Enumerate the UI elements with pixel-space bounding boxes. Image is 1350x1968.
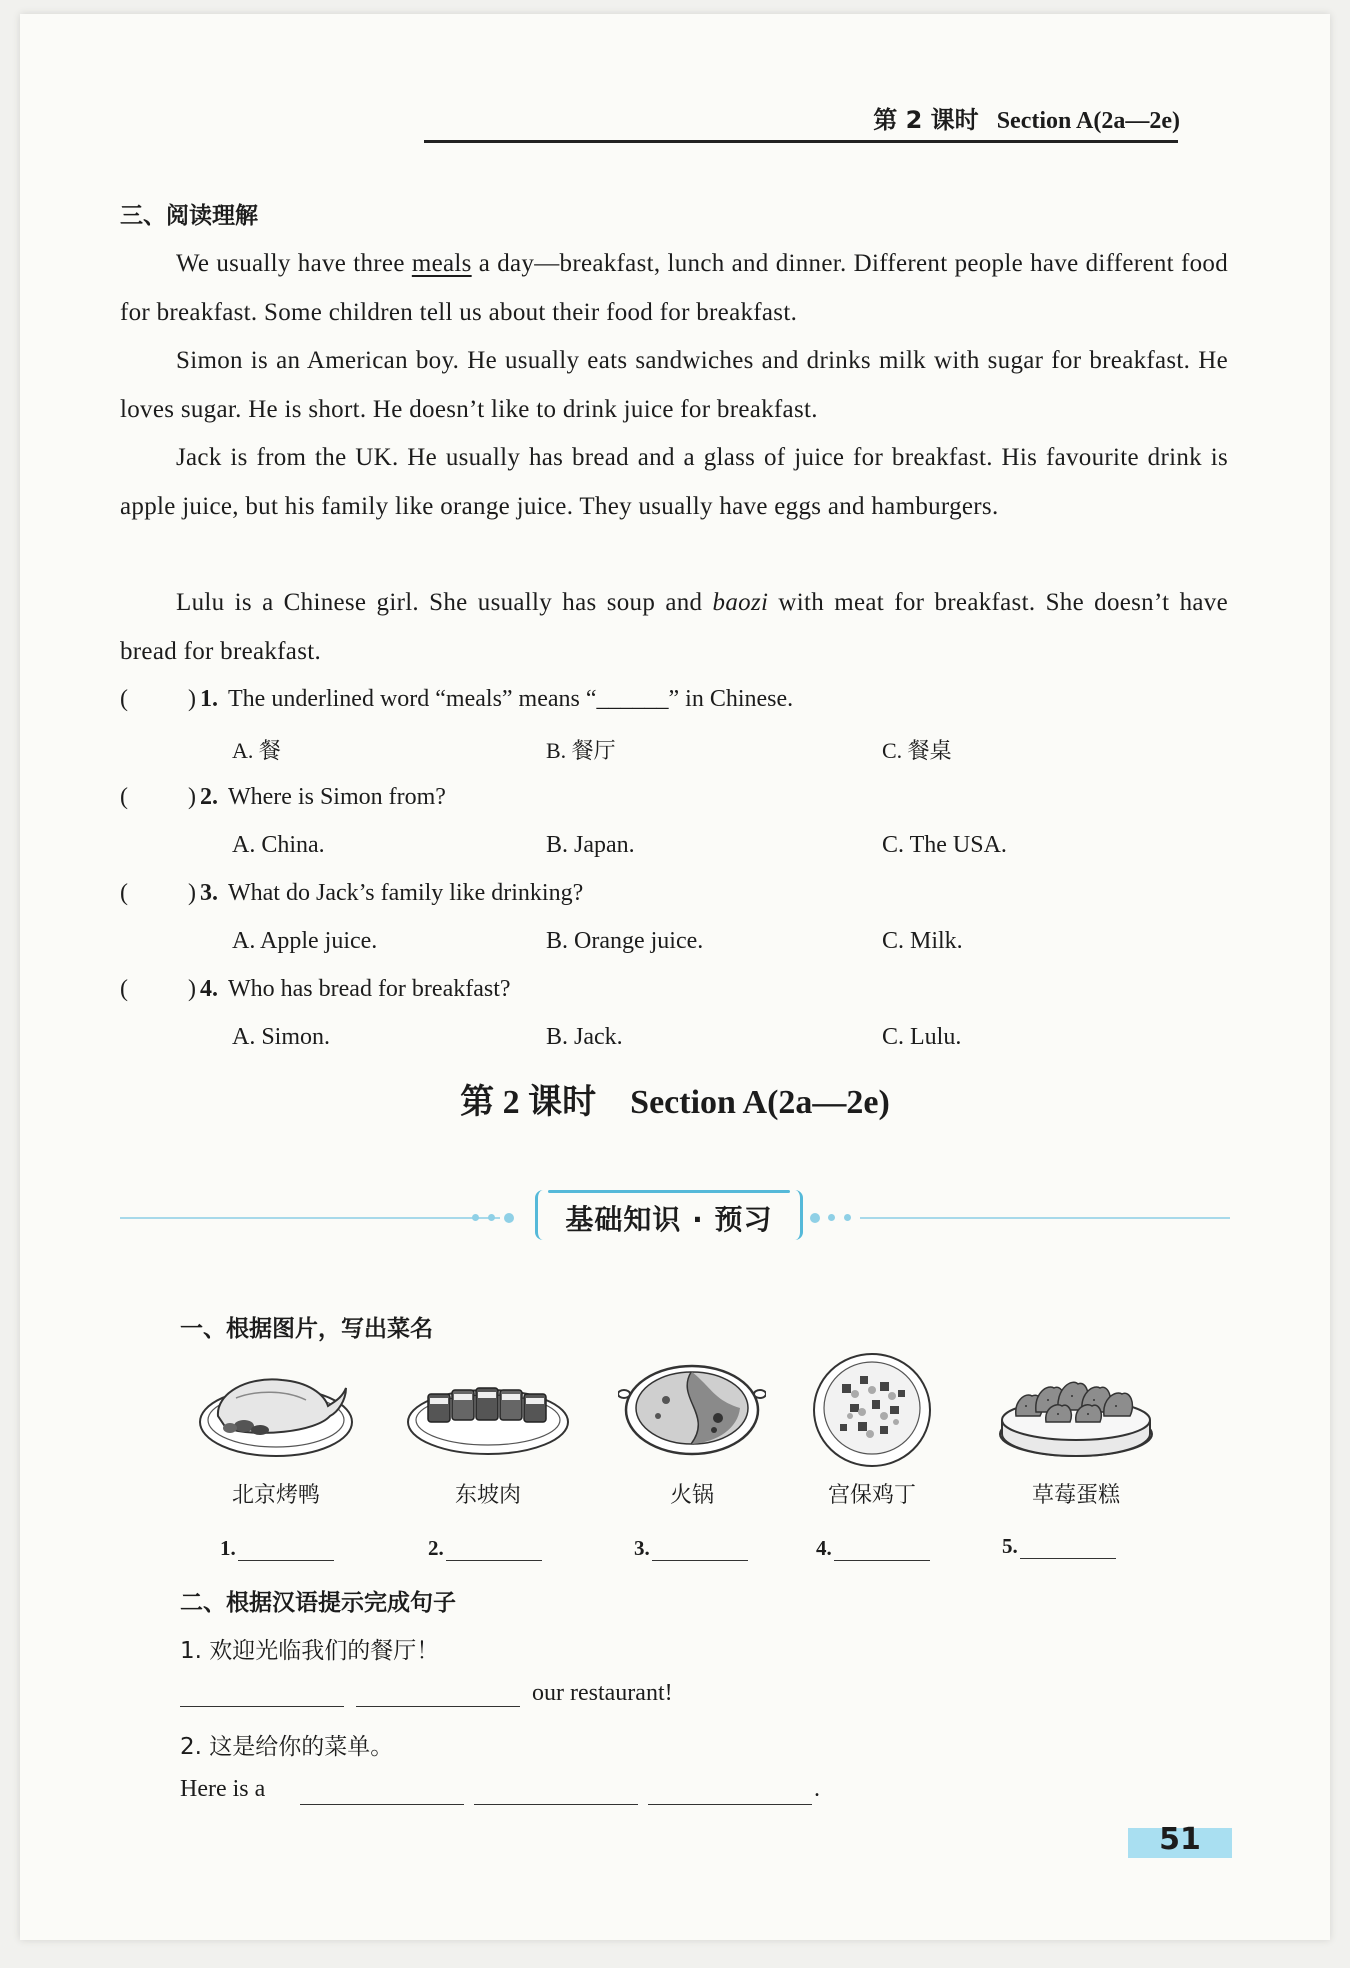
- food-label-strawberry-cake: 草莓蛋糕: [1031, 1483, 1120, 1508]
- q4-option-a: A. Simon.: [232, 1024, 331, 1050]
- q1-option-b: B. 餐厅: [546, 738, 616, 763]
- question-number: 3.: [200, 880, 218, 906]
- question-number: 4.: [200, 976, 218, 1002]
- p4-text-b: with meat for breakfast. She doesn’t have bread for breakfast.: [120, 589, 1228, 665]
- p4-text-a: Lulu is a Chinese girl. She usually has soup and: [176, 589, 713, 616]
- food-label-kung-pao-chicken: 宫保鸡丁: [827, 1483, 916, 1508]
- q3-option-c: C. Milk.: [882, 928, 963, 954]
- question-number: 2.: [200, 784, 218, 810]
- q4-option-c: C. Lulu.: [882, 1024, 962, 1050]
- reading-paragraph-4: [120, 579, 1228, 676]
- strawberry-cake-icon: [996, 1356, 1156, 1462]
- p1-text-b: a day—breakfast, lunch and dinner. Different people have different food for breakfast. Some children tell us about their food for breakfast.: [120, 250, 1228, 326]
- header-section: Section A(2a—2e): [996, 108, 1180, 134]
- reading-paragraph-1: [120, 240, 1228, 337]
- q1-option-c: C. 餐桌: [882, 738, 952, 763]
- sentence-1-blank-1[interactable]: [180, 1706, 344, 1707]
- answer-blank-4[interactable]: [834, 1560, 930, 1561]
- banner-box: [535, 1190, 803, 1240]
- hotpot-icon: [618, 1348, 766, 1468]
- blank-number: 2.: [428, 1536, 444, 1560]
- header-lesson: 第 2 课时: [873, 106, 979, 134]
- banner-rule-left: [120, 1217, 500, 1219]
- part2-title: 二、根据汉语提示完成句子: [180, 1590, 456, 1616]
- banner-dot: [472, 1214, 479, 1221]
- reading-title: 三、阅读理解: [120, 203, 258, 229]
- q3-option-a: A. Apple juice.: [232, 928, 378, 954]
- q2-option-b: B. Japan.: [546, 832, 635, 858]
- answer-blank-3[interactable]: [652, 1560, 748, 1561]
- sentence-2-blank-3[interactable]: [648, 1804, 812, 1805]
- sentence-2-blank-1[interactable]: [300, 1804, 464, 1805]
- food-label-roast-duck: 北京烤鸭: [231, 1483, 320, 1508]
- reading-paragraph-2: Simon is an American boy. He usually eats sandwiches and drinks milk with sugar for breakfast. He loves sugar. He is short. He doesn’t like to drink juice for breakfast.: [120, 347, 1228, 423]
- part1-title: 一、根据图片，写出菜名: [180, 1316, 433, 1342]
- sentence-1-blank-2[interactable]: [356, 1706, 520, 1707]
- underlined-word-meals: meals: [411, 250, 472, 277]
- food-label-hotpot: 火锅: [669, 1483, 714, 1508]
- p4-italic-baozi: baozi: [712, 589, 769, 616]
- q3-option-b: B. Orange juice.: [546, 928, 704, 954]
- lesson-title: 第 2 课时 Section A(2a—2e): [460, 1084, 890, 1121]
- q1-option-a: A. 餐: [232, 738, 281, 763]
- blank-number: 1.: [220, 1536, 236, 1560]
- banner-dot: [488, 1214, 495, 1221]
- banner-title: 基础知识 · 预习: [565, 1203, 773, 1236]
- sentence-2-period: .: [814, 1776, 820, 1802]
- answer-blank-1[interactable]: [238, 1560, 334, 1561]
- answer-blank-5[interactable]: [1020, 1558, 1116, 1559]
- question-text: Who has bread for breakfast?: [228, 976, 511, 1002]
- header-rule: [424, 140, 1178, 143]
- sentence-2-blank-2[interactable]: [474, 1804, 638, 1805]
- roast-duck-icon: [196, 1354, 356, 1464]
- banner-dot: [844, 1214, 851, 1221]
- banner-dot: [828, 1214, 835, 1221]
- question-text: What do Jack’s family like drinking?: [228, 880, 584, 906]
- banner-rule-right: [860, 1217, 1230, 1219]
- question-text: The underlined word “meals” means “______” in Chinese.: [228, 686, 794, 712]
- food-label-dongpo-pork: 东坡肉: [454, 1483, 521, 1508]
- sentence-2-chinese: 2. 这是给你的菜单。: [180, 1734, 394, 1760]
- blank-number: 3.: [634, 1536, 650, 1560]
- blank-number: 4.: [816, 1536, 832, 1560]
- sentence-2-english-start: Here is a: [180, 1776, 266, 1802]
- q2-option-c: C. The USA.: [882, 832, 1007, 858]
- q2-option-a: A. China.: [232, 832, 325, 858]
- page-number: 51: [1159, 1822, 1201, 1857]
- reading-paragraph-3: Jack is from the UK. He usually has bread and a glass of juice for breakfast. His favourite drink is apple juice, but his family like orange juice. They usually have eggs and hamburgers.: [120, 444, 1228, 520]
- dongpo-pork-icon: [404, 1354, 572, 1464]
- kung-pao-chicken-icon: [810, 1344, 934, 1472]
- question-number: 1.: [200, 686, 218, 712]
- sentence-1-english: our restaurant!: [532, 1680, 673, 1706]
- answer-blank-2[interactable]: [446, 1560, 542, 1561]
- q4-option-b: B. Jack.: [546, 1024, 623, 1050]
- blank-number: 5.: [1002, 1534, 1018, 1558]
- sentence-1-chinese: 1. 欢迎光临我们的餐厅！: [180, 1638, 440, 1664]
- banner-dot: [810, 1213, 820, 1223]
- running-header: [873, 100, 1180, 135]
- question-text: Where is Simon from?: [228, 784, 446, 810]
- workbook-page: 第 2 课时 Section A(2a—2e) 三、阅读理解 We usually have three meals a day—breakfast, lunch and dinner. Different people have different food for breakfast. Some children tell us about their food for breakfast. Simon is an American boy. He usually eats sandwiches and drinks milk with sugar for breakfast. He loves sugar. He is short. He doesn’t like to drink juice for breakfast. Jack is from the UK. He usually has bread and a glass of juice for breakfast. His favourite drink is apple juice, but his family like orange juice. They usually have eggs and hamburgers. Lulu is a Chinese girl. She usually has soup and baozi with meat for breakfast. She doesn’t have bread for breakfast. ( ) 1. The underlined word “meals” means “______” in Chinese. A. 餐 B. 餐厅 C. 餐桌 ( ) 2. Where is Simon from? A. China. B. Japan. C. The USA. ( ) 3. What do Jack’s family like drinking? A. Apple juice. B. Orange juice. C. Milk. ( ) 4. Who has bread for breakfast? A. Simon. B. Jack. C. Lulu. 第 2 课时 Section A(2a—2e) 基础知识 · 预习 一、根据图片，写出菜名 北京烤鸭 东坡肉 火锅 宫保鸡丁 草莓蛋糕 1. 2. 3. 4. 5. 二、根据汉语提示完成句子 1. 欢迎光临我们的餐厅！ our restaurant! 2. 这是给你的菜单。 Here is a . 51: [20, 14, 1330, 1940]
- banner-dot: [504, 1213, 514, 1223]
- p1-text-a: We usually have three: [176, 250, 412, 277]
